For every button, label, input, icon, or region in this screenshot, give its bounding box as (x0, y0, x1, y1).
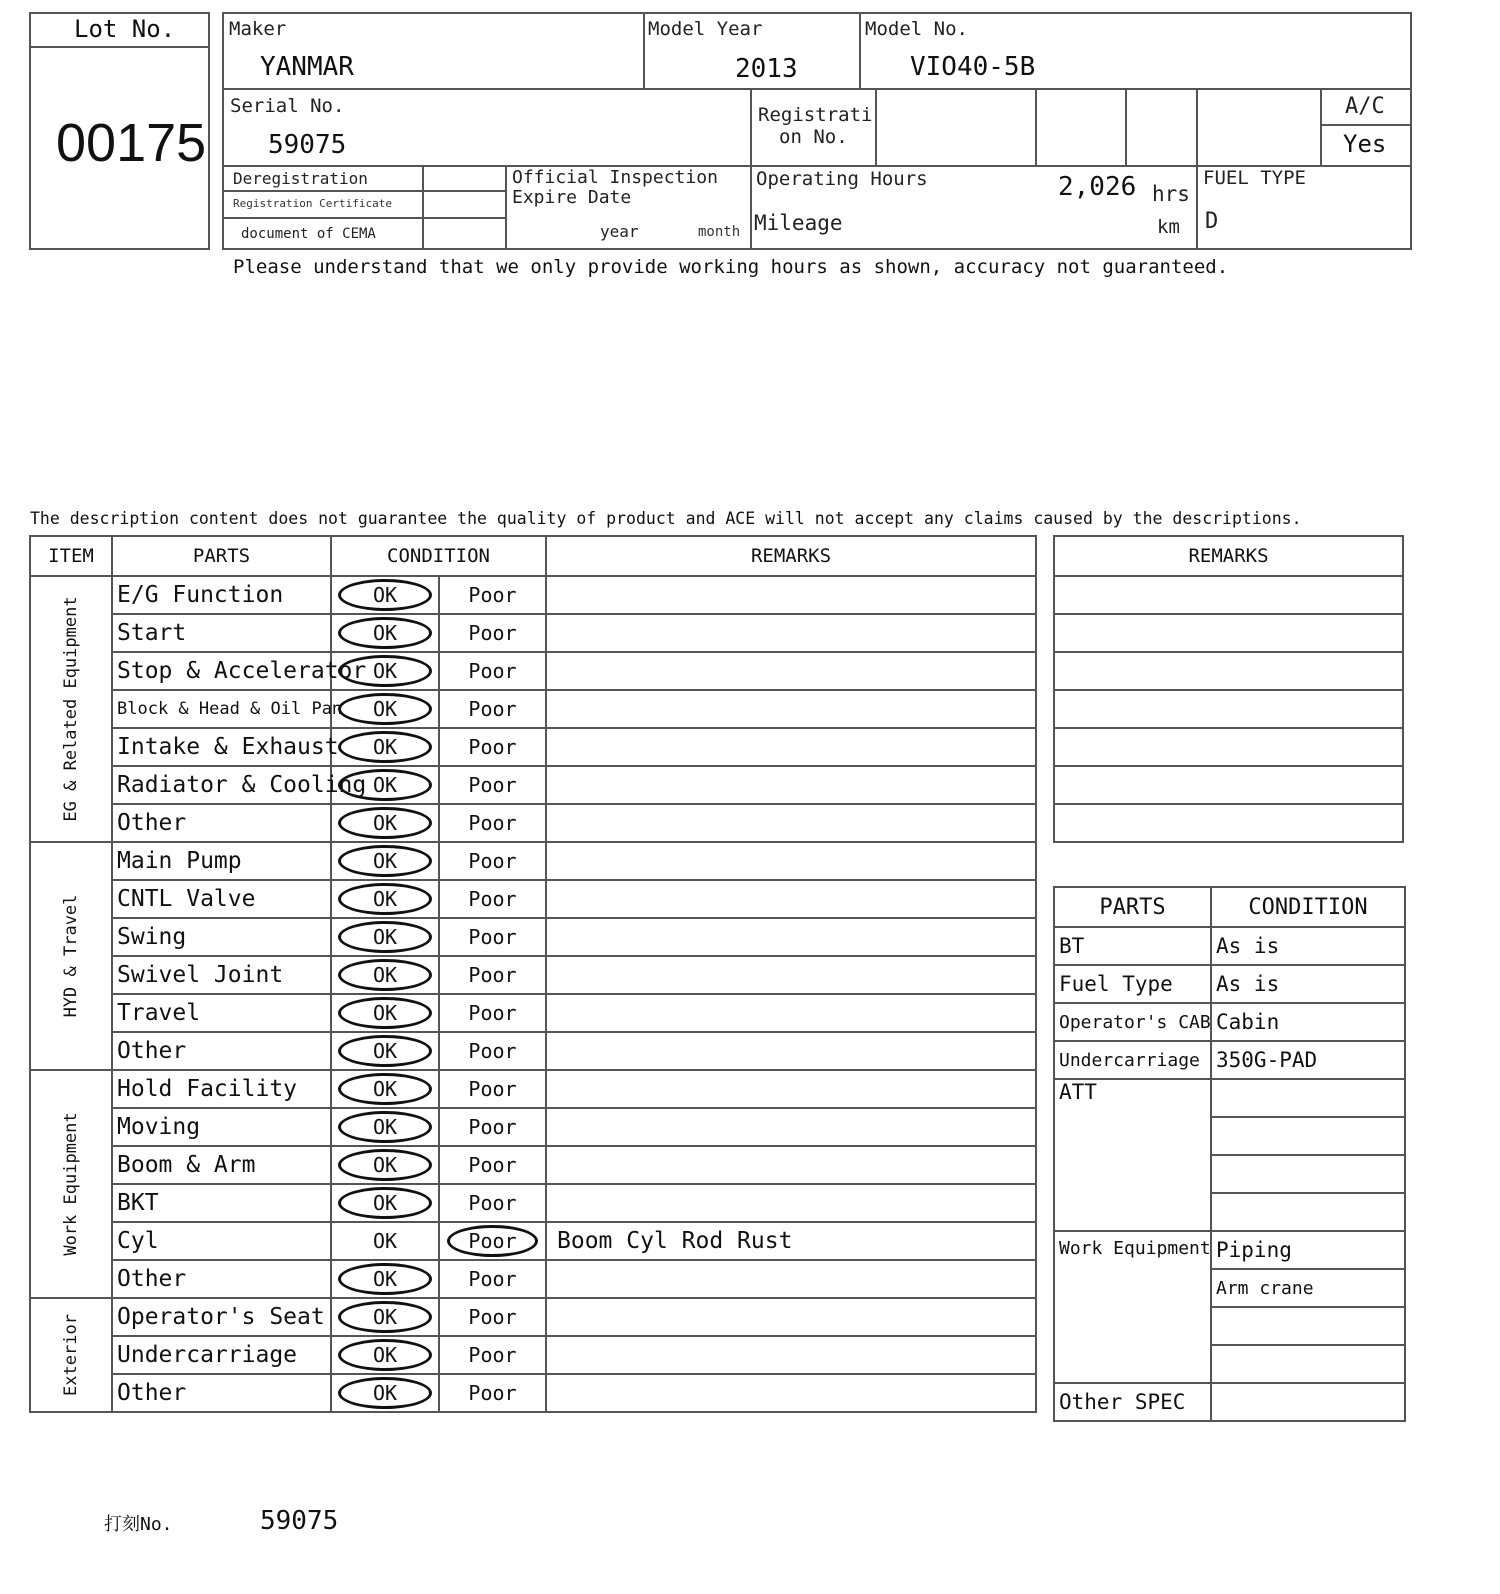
remark-cell (546, 956, 1036, 994)
work-equipment-value: Arm crane (1211, 1269, 1405, 1307)
table-row (30, 804, 1036, 842)
condition-ok-cell (331, 1184, 439, 1222)
work-equipment-value: Piping (1211, 1231, 1405, 1269)
remark-cell: Boom Cyl Rod Rust (546, 1222, 1036, 1260)
poor-label: Poor (468, 1001, 517, 1025)
inspection-table (29, 535, 1037, 1413)
table-row (30, 918, 1036, 956)
part-name: Intake & Exhaust (112, 728, 331, 766)
table-row (30, 880, 1036, 918)
poor-label: Poor (468, 1305, 517, 1329)
remark-cell (546, 842, 1036, 880)
mileage-label: Mileage (754, 211, 843, 235)
spec-value (1211, 1155, 1405, 1193)
remark-cell (546, 614, 1036, 652)
remarks-header: REMARKS (546, 536, 1036, 576)
spec-value: Cabin (1211, 1003, 1405, 1041)
condition-poor-cell (439, 1374, 546, 1412)
poor-label: Poor (468, 1343, 517, 1367)
model-no-value: VIO40-5B (910, 52, 1036, 82)
condition-header: CONDITION (331, 536, 546, 576)
stamp-value: 59075 (260, 1506, 339, 1536)
condition-ok-cell (331, 994, 439, 1032)
other-spec-label: Other SPEC (1054, 1383, 1211, 1421)
condition-poor-cell (439, 880, 546, 918)
ok-label: OK (338, 1301, 432, 1333)
condition-ok-cell (331, 576, 439, 614)
stamp-label: 打刻No. (104, 1514, 173, 1535)
ok-label: OK (338, 693, 432, 725)
spec-condition-header: CONDITION (1211, 887, 1405, 927)
month-label: month (698, 224, 741, 240)
condition-poor-cell (439, 766, 546, 804)
table-row (30, 1184, 1036, 1222)
condition-poor-cell (439, 1184, 546, 1222)
ac-label: A/C (1345, 94, 1385, 119)
condition-poor-cell (439, 1108, 546, 1146)
ok-label: OK (338, 1339, 432, 1371)
table-row (30, 1070, 1036, 1108)
poor-label: Poor (468, 773, 517, 797)
divider (1125, 88, 1127, 166)
poor-label: Poor (468, 849, 517, 873)
table-row (30, 690, 1036, 728)
ok-label: OK (338, 1073, 432, 1105)
table-row (30, 1222, 1036, 1260)
remark-line (1054, 652, 1403, 690)
remark-cell (546, 1336, 1036, 1374)
table-row (30, 1108, 1036, 1146)
inspection-label-2: Expire Date (512, 187, 632, 208)
condition-poor-cell (439, 1222, 546, 1260)
lot-number: 00175 (56, 113, 207, 173)
remark-cell (546, 1184, 1036, 1222)
disclaimer: The description content does not guarantee the quality of product and ACE will not accept any claims caused by the descriptions. (30, 509, 1302, 528)
spec-value: As is (1211, 927, 1405, 965)
remark-cell (546, 880, 1036, 918)
condition-poor-cell (439, 1146, 546, 1184)
condition-ok-cell (331, 956, 439, 994)
remark-line (1054, 804, 1403, 842)
poor-label: Poor (468, 1115, 517, 1139)
divider (29, 46, 210, 48)
remark-line (1054, 728, 1403, 766)
ok-label: OK (338, 1149, 432, 1181)
spec-part: BT (1054, 927, 1211, 965)
poor-label: Poor (468, 1267, 517, 1291)
condition-ok-cell (331, 614, 439, 652)
spec-value (1211, 1383, 1405, 1421)
spec-value: As is (1211, 965, 1405, 1003)
condition-ok-cell (331, 880, 439, 918)
item-group-cell (30, 1298, 112, 1412)
divider (643, 12, 645, 89)
remark-cell (546, 1260, 1036, 1298)
divider (222, 217, 506, 219)
remark-cell (546, 1146, 1036, 1184)
deregistration-label: Deregistration (233, 169, 368, 188)
spec-parts-header: PARTS (1054, 887, 1211, 927)
divider (750, 88, 752, 250)
condition-ok-cell (331, 1260, 439, 1298)
part-name: Boom & Arm (112, 1146, 331, 1184)
cema-label: document of CEMA (241, 226, 376, 242)
divider (1320, 88, 1322, 166)
spec-table (1053, 886, 1406, 1422)
divider (859, 12, 861, 89)
spec-value: 350G-PAD (1211, 1041, 1405, 1079)
hours-note: Please understand that we only provide working hours as shown, accuracy not guaranteed. (233, 256, 1229, 278)
table-row (30, 1374, 1036, 1412)
part-name: Operator's Seat (112, 1298, 331, 1336)
ok-label: OK (338, 883, 432, 915)
part-name: Block & Head & Oil Pan (112, 690, 331, 728)
poor-label: Poor (468, 1191, 517, 1215)
model-year-value: 2013 (735, 54, 798, 84)
registration-label-2: on No. (779, 126, 848, 148)
condition-ok-cell (331, 1146, 439, 1184)
table-row (30, 728, 1036, 766)
condition-poor-cell (439, 842, 546, 880)
part-name: Stop & Accelerator (112, 652, 331, 690)
ok-label: OK (338, 921, 432, 953)
remark-cell (546, 994, 1036, 1032)
fuel-type-value: D (1205, 209, 1219, 234)
part-name: Travel (112, 994, 331, 1032)
part-name: Radiator & Cooling (112, 766, 331, 804)
model-year-label: Model Year (648, 18, 763, 40)
poor-label: Poor (468, 583, 517, 607)
table-row (30, 1146, 1036, 1184)
ok-label: OK (338, 655, 432, 687)
part-name: Swivel Joint (112, 956, 331, 994)
poor-label: Poor (468, 659, 517, 683)
remark-cell (546, 918, 1036, 956)
spec-value (1211, 1307, 1405, 1345)
ok-label: OK (338, 807, 432, 839)
item-group-label: Work Equipment (61, 1112, 81, 1256)
part-name: CNTL Valve (112, 880, 331, 918)
condition-ok-cell (331, 918, 439, 956)
condition-poor-cell (439, 652, 546, 690)
poor-label: Poor (468, 1039, 517, 1063)
condition-poor-cell (439, 956, 546, 994)
operating-hours-label: Operating Hours (756, 168, 928, 190)
table-row (30, 994, 1036, 1032)
divider (422, 165, 424, 250)
condition-ok-cell (331, 1108, 439, 1146)
ok-label: OK (338, 579, 432, 611)
ok-label: OK (338, 1263, 432, 1295)
remark-line (1054, 576, 1403, 614)
work-equipment-label: Work Equipment (1054, 1231, 1211, 1383)
table-row (30, 1336, 1036, 1374)
inspection-label: Official Inspection (512, 167, 718, 188)
divider (222, 190, 506, 192)
poor-label: Poor (447, 1225, 537, 1257)
divider (1196, 88, 1198, 250)
remark-cell (546, 690, 1036, 728)
ok-label: OK (338, 731, 432, 763)
condition-poor-cell (439, 576, 546, 614)
lot-label: Lot No. (74, 15, 176, 43)
maker-label: Maker (229, 18, 287, 40)
serial-label: Serial No. (230, 95, 345, 117)
part-name: Main Pump (112, 842, 331, 880)
part-name: Other (112, 1032, 331, 1070)
registration-label: Registrati (758, 104, 873, 126)
remark-cell (546, 728, 1036, 766)
condition-poor-cell (439, 1260, 546, 1298)
ok-label: OK (338, 845, 432, 877)
spec-value (1211, 1079, 1405, 1117)
condition-ok-cell (331, 1374, 439, 1412)
item-group-cell (30, 576, 112, 842)
remark-cell (546, 804, 1036, 842)
poor-label: Poor (468, 811, 517, 835)
serial-value: 59075 (268, 130, 347, 160)
condition-ok-cell (331, 652, 439, 690)
remark-line (1054, 614, 1403, 652)
ok-label: OK (338, 997, 432, 1029)
side-remarks-table (1053, 535, 1404, 843)
item-group-cell (30, 1070, 112, 1298)
remark-line (1054, 766, 1403, 804)
poor-label: Poor (468, 1077, 517, 1101)
remark-cell (546, 1070, 1036, 1108)
ok-label: OK (338, 1111, 432, 1143)
fuel-type-label: FUEL TYPE (1203, 167, 1306, 189)
ok-label: OK (372, 1229, 398, 1253)
divider (1320, 124, 1412, 126)
condition-poor-cell (439, 1032, 546, 1070)
hrs-unit: hrs (1152, 182, 1190, 206)
year-label: year (600, 222, 639, 241)
part-name: Other (112, 1374, 331, 1412)
table-row (30, 652, 1036, 690)
condition-ok-cell (331, 728, 439, 766)
condition-poor-cell (439, 728, 546, 766)
table-row (30, 1298, 1036, 1336)
table-row (30, 956, 1036, 994)
spec-part: Undercarriage (1054, 1041, 1211, 1079)
item-group-label: EG & Related Equipment (61, 596, 81, 822)
side-remarks-header: REMARKS (1054, 536, 1403, 576)
part-name: BKT (112, 1184, 331, 1222)
divider (875, 88, 877, 166)
remark-cell (546, 1108, 1036, 1146)
att-label: ATT (1054, 1079, 1211, 1231)
maker-value: YANMAR (260, 52, 354, 82)
ok-label: OK (338, 1187, 432, 1219)
part-name: Cyl (112, 1222, 331, 1260)
condition-ok-cell (331, 804, 439, 842)
part-name: Moving (112, 1108, 331, 1146)
part-name: Start (112, 614, 331, 652)
part-name: Swing (112, 918, 331, 956)
divider (1035, 88, 1037, 166)
remark-cell (546, 1032, 1036, 1070)
condition-ok-cell (331, 1336, 439, 1374)
ac-value: Yes (1343, 130, 1387, 158)
table-row (30, 614, 1036, 652)
table-row (30, 842, 1036, 880)
condition-ok-cell (331, 690, 439, 728)
item-group-label: HYD & Travel (61, 894, 81, 1018)
remark-cell (546, 1374, 1036, 1412)
condition-ok-cell (331, 1222, 439, 1260)
ok-label: OK (338, 1377, 432, 1409)
divider (222, 88, 1412, 90)
part-name: E/G Function (112, 576, 331, 614)
spec-value (1211, 1193, 1405, 1231)
divider (505, 165, 507, 250)
remark-cell (546, 576, 1036, 614)
poor-label: Poor (468, 963, 517, 987)
item-header: ITEM (30, 536, 112, 576)
condition-poor-cell (439, 1298, 546, 1336)
condition-poor-cell (439, 614, 546, 652)
ok-label: OK (338, 959, 432, 991)
part-name: Other (112, 804, 331, 842)
ok-label: OK (338, 769, 432, 801)
poor-label: Poor (468, 697, 517, 721)
condition-poor-cell (439, 1070, 546, 1108)
km-unit: km (1157, 216, 1180, 238)
poor-label: Poor (468, 1381, 517, 1405)
model-no-label: Model No. (865, 18, 968, 40)
poor-label: Poor (468, 925, 517, 949)
spec-value (1211, 1117, 1405, 1155)
condition-ok-cell (331, 1032, 439, 1070)
condition-poor-cell (439, 690, 546, 728)
condition-poor-cell (439, 918, 546, 956)
ok-label: OK (338, 617, 432, 649)
table-row (30, 1260, 1036, 1298)
part-name: Other (112, 1260, 331, 1298)
part-name: Undercarriage (112, 1336, 331, 1374)
table-row (30, 576, 1036, 614)
poor-label: Poor (468, 887, 517, 911)
item-group-label: Exterior (61, 1314, 81, 1396)
item-group-cell (30, 842, 112, 1070)
condition-ok-cell (331, 842, 439, 880)
spec-part: Operator's CAB (1054, 1003, 1211, 1041)
condition-ok-cell (331, 1070, 439, 1108)
condition-ok-cell (331, 1298, 439, 1336)
parts-header: PARTS (112, 536, 331, 576)
remark-cell (546, 1298, 1036, 1336)
spec-part: Fuel Type (1054, 965, 1211, 1003)
remark-cell (546, 766, 1036, 804)
spec-value (1211, 1345, 1405, 1383)
condition-poor-cell (439, 1336, 546, 1374)
poor-label: Poor (468, 735, 517, 759)
table-row (30, 766, 1036, 804)
poor-label: Poor (468, 1153, 517, 1177)
part-name: Hold Facility (112, 1070, 331, 1108)
condition-poor-cell (439, 804, 546, 842)
condition-ok-cell (331, 766, 439, 804)
condition-poor-cell (439, 994, 546, 1032)
remark-line (1054, 690, 1403, 728)
remark-cell (546, 652, 1036, 690)
ok-label: OK (338, 1035, 432, 1067)
operating-hours-value: 2,026 (1058, 172, 1137, 202)
reg-cert-label: Registration Certificate (233, 197, 392, 210)
poor-label: Poor (468, 621, 517, 645)
table-row (30, 1032, 1036, 1070)
